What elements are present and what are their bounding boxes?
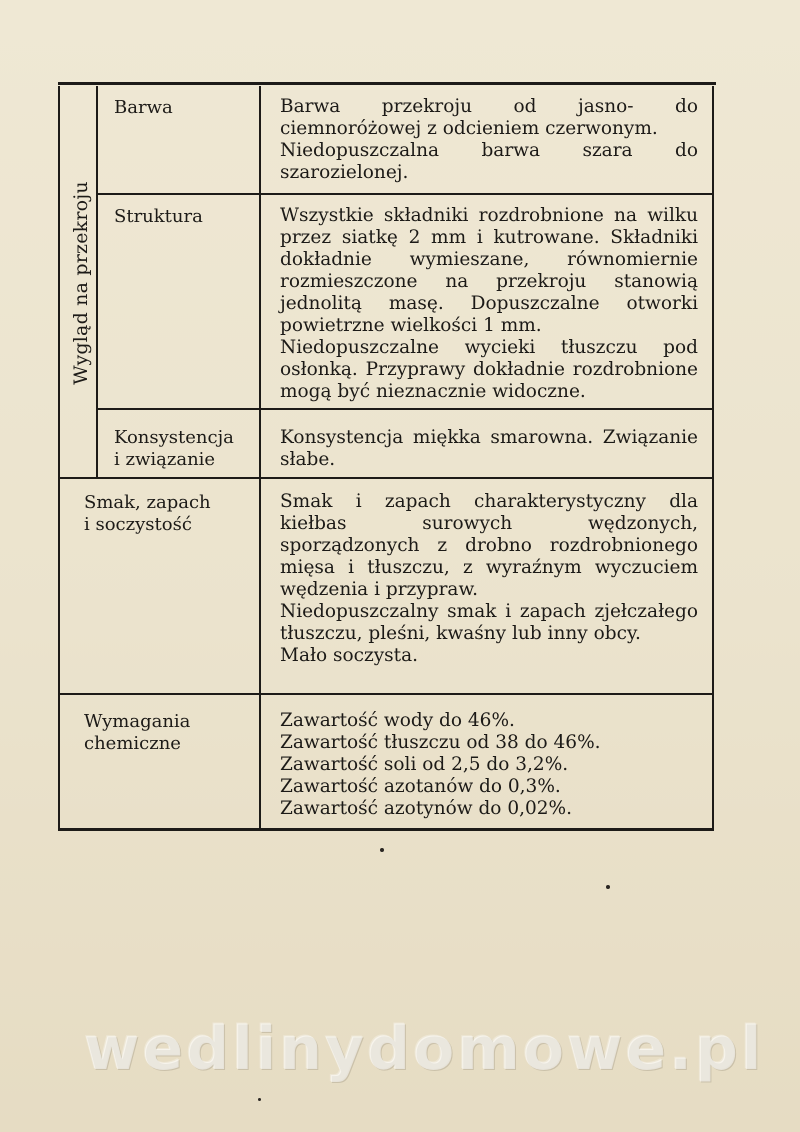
desc-line: Wszystkie składniki rozdrobnione na wilku przez siatkę 2 mm i kutrowane. Składniki dokładnie wymieszane, równomiernie rozmieszczone na przekroju stanowią jednolitą masę. Dopuszczalne otworki powietrzne wielkości 1 mm. <box>280 205 698 336</box>
desc-line: Smak i zapach charakterystyczny dla kiełbas surowych wędzonych, sporządzonych z drobno rozdrobnionego mięsa i tłuszczu, z wyraźnym wyczuciem wędzenia i przypraw. <box>280 491 698 600</box>
group-label-cell <box>66 88 96 478</box>
row-divider-3 <box>58 477 714 479</box>
scan-speck <box>258 1098 261 1101</box>
group-label: Wygląd na przekroju <box>70 181 92 385</box>
desc-line: Zawartość tłuszczu od 38 do 46%. <box>280 732 601 753</box>
row-divider-2 <box>96 408 714 410</box>
watermark: wedlinydomowe.pl <box>84 1014 765 1084</box>
table-divider-side-label <box>96 86 98 477</box>
scan-speck <box>606 885 610 889</box>
desc-line: Zawartość azotynów do 0,02%. <box>280 798 572 819</box>
row-desc-barwa <box>280 96 698 184</box>
row-desc-wymagania <box>280 710 698 820</box>
row-label-smak: Smak, zapach i soczystość <box>84 492 211 535</box>
desc-line: Zawartość soli od 2,5 do 3,2%. <box>280 754 569 775</box>
row-desc-smak <box>280 491 698 667</box>
row-label-barwa: Barwa <box>114 97 173 118</box>
desc-line: Konsystencja miękka smarowna. Związanie słabe. <box>280 427 698 470</box>
row-divider-1 <box>96 193 714 195</box>
desc-line: Niedopuszczalna barwa szara do szarozielonej. <box>280 140 698 183</box>
row-label-struktura: Struktura <box>114 206 203 227</box>
row-divider-4 <box>58 693 714 695</box>
row-desc-struktura <box>280 205 698 403</box>
desc-line: Barwa przekroju od jasno- do ciemnoróżowej z odcieniem czerwonym. <box>280 96 698 139</box>
desc-line: Mało soczysta. <box>280 645 419 666</box>
desc-line: Zawartość wody do 46%. <box>280 710 515 731</box>
row-label-wymagania: Wymagania chemiczne <box>84 711 191 754</box>
scan-speck <box>380 848 384 852</box>
desc-line: Niedopuszczalne wycieki tłuszczu pod osłonką. Przyprawy dokładnie rozdrobnione mogą być nieznacznie widoczne. <box>280 337 698 402</box>
desc-line: Niedopuszczalny smak i zapach zjełczałego tłuszczu, pleśni, kwaśny lub inny obcy. <box>280 601 698 644</box>
desc-line: Zawartość azotanów do 0,3%. <box>280 776 561 797</box>
row-desc-konsystencja <box>280 427 698 471</box>
table-top-rule <box>58 82 716 85</box>
table-divider-label-desc <box>259 86 261 831</box>
row-label-konsystencja: Konsystencja i związanie <box>114 427 234 470</box>
